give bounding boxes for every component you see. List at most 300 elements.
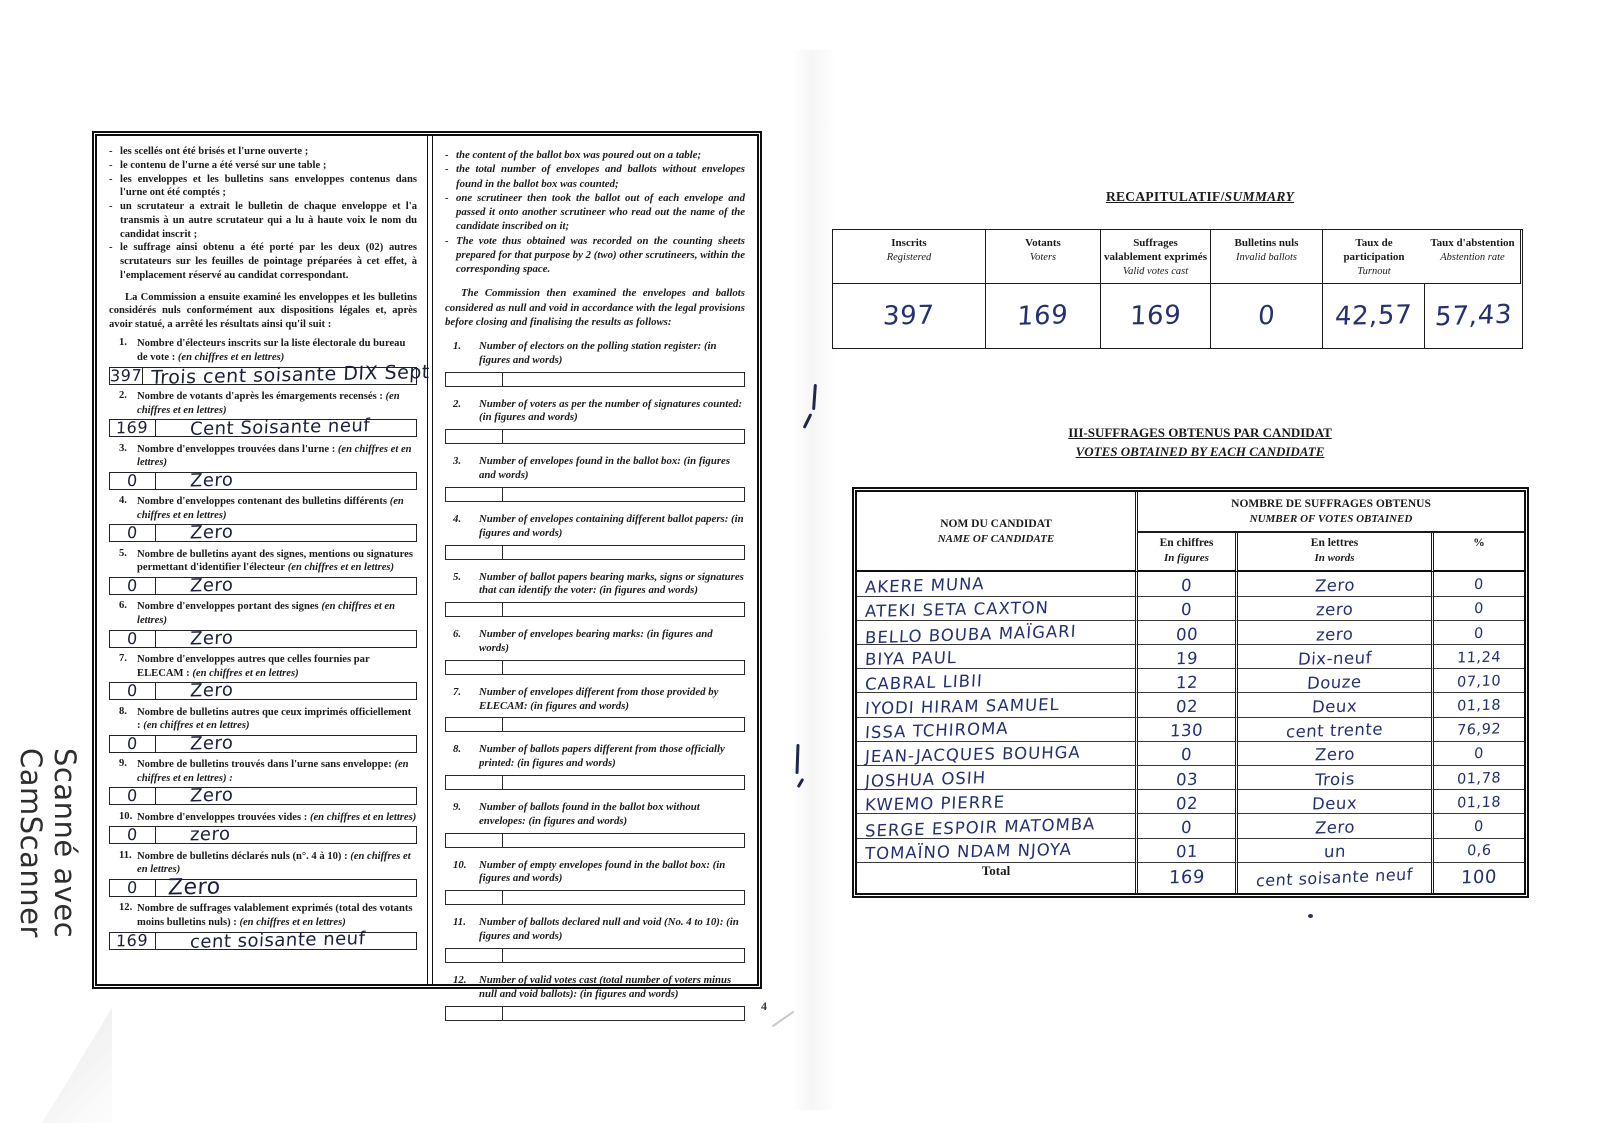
english-bullet-text: the total number of envelopes and ballots without envelopes found in the ballot box was counted; xyxy=(456,163,745,190)
handwritten-words: Zero xyxy=(167,874,222,901)
candidate-table-header xyxy=(857,492,1524,572)
handwritten-figure: 0 xyxy=(126,470,139,490)
figure-divider xyxy=(446,603,503,616)
french-bullet-list xyxy=(109,145,417,283)
votes-title-en: VOTES OBTAINED BY EACH CANDIDATE xyxy=(1075,443,1325,459)
words-cell xyxy=(156,627,416,649)
figure-cell xyxy=(109,365,143,385)
header-en: Voters xyxy=(1029,251,1057,263)
item-number: 4. xyxy=(119,495,127,507)
header-fr: Taux de participation xyxy=(1343,237,1405,263)
handwritten-figure: 0 xyxy=(126,786,139,806)
handwritten-percent: 11,24 xyxy=(1456,649,1502,667)
form-item-fr xyxy=(109,849,417,901)
handwritten-words: Zero xyxy=(1314,745,1355,765)
candidate-name-cell xyxy=(857,839,1138,863)
french-bullet xyxy=(109,173,417,201)
candidate-name-cell xyxy=(857,645,1138,669)
candidate-rows xyxy=(857,572,1524,862)
item-number: 3. xyxy=(119,442,127,454)
english-bullet xyxy=(445,234,745,277)
candidate-words-cell xyxy=(1238,693,1434,717)
handwritten-figure: 0 xyxy=(126,523,139,543)
figure-cell xyxy=(110,628,156,648)
candidate-percent-cell xyxy=(1434,572,1524,596)
handwritten-percent: 0 xyxy=(1473,746,1485,763)
french-bullet xyxy=(109,241,417,282)
candidate-name-cell xyxy=(857,790,1138,814)
handwritten-words: zero xyxy=(1315,599,1354,620)
english-items xyxy=(445,340,745,1021)
handwritten-candidate-name: AKERE MUNA xyxy=(864,574,986,598)
handwritten-figure: 130 xyxy=(1169,720,1204,741)
empty-value-box xyxy=(445,890,745,905)
figure-divider xyxy=(446,546,503,559)
candidate-row xyxy=(857,742,1524,766)
form-item-fr xyxy=(109,337,431,389)
candidate-row xyxy=(857,766,1524,790)
summary-title xyxy=(1055,189,1345,205)
form-item-fr xyxy=(109,495,417,542)
handwritten-figure: 02 xyxy=(1175,793,1198,814)
french-column xyxy=(97,136,431,984)
bullet-dash: - xyxy=(445,234,449,247)
figure-divider xyxy=(446,949,503,962)
empty-value-box xyxy=(445,602,745,617)
handwritten-value: 397 xyxy=(882,300,936,332)
handwritten-figure: 169 xyxy=(116,930,149,950)
candidate-percent-cell xyxy=(1434,597,1524,621)
handwritten-figure: 0 xyxy=(126,575,139,596)
item-label: Number of envelopes bearing marks: (in figures and words) xyxy=(479,628,713,654)
header-en: Valid votes cast xyxy=(1122,265,1189,277)
handwritten-candidate-name: CABRAL LIBII xyxy=(864,671,984,694)
figure-cell xyxy=(110,575,156,596)
form-item-fr xyxy=(109,443,417,490)
figure-divider xyxy=(446,834,503,847)
handwritten-candidate-name: ATEKI SETA CAXTON xyxy=(864,598,1050,622)
candidate-percent-cell xyxy=(1434,645,1524,669)
summary-header-cell xyxy=(986,230,1101,284)
candidate-figures-cell xyxy=(1138,718,1238,742)
scan-artifact-line xyxy=(772,1011,794,1028)
item-label: Nombre de bulletins autres que ceux imprimés officiellement : (en chiffres et en lettres) xyxy=(137,706,412,732)
handwritten-value: 169 xyxy=(1129,300,1182,332)
handwritten-words: Zero xyxy=(189,574,234,597)
header-en: Turnout xyxy=(1357,265,1391,277)
figure-divider xyxy=(446,488,503,501)
item-number: 4. xyxy=(453,512,462,525)
handwritten-percent: 0 xyxy=(1473,601,1485,618)
summary-value-cell xyxy=(1101,284,1211,348)
form-item-en xyxy=(445,398,745,445)
header-fr: Bulletins nuls xyxy=(1234,237,1299,249)
candidate-words-cell xyxy=(1238,669,1434,693)
french-bullet-text: les scellés ont été brisés et l'urne ouverte ; xyxy=(120,146,309,157)
form-item-en xyxy=(445,340,745,387)
candidate-row xyxy=(857,790,1524,814)
bullet-dash: - xyxy=(109,201,113,213)
form-item-fr xyxy=(109,548,417,595)
handwritten-words: Zero xyxy=(189,627,234,649)
item-number: 7. xyxy=(119,653,127,665)
form-item-en xyxy=(445,628,745,675)
candidate-percent-cell xyxy=(1434,669,1524,693)
value-box xyxy=(109,874,417,901)
summary-value-cell xyxy=(1211,284,1323,348)
handwritten-total-figure: 169 xyxy=(1168,866,1205,889)
words-cell xyxy=(156,927,416,953)
candidate-figures-cell xyxy=(1138,839,1238,863)
item-label: Number of electors on the polling station register: (in figures and words) xyxy=(479,340,717,366)
form-item-en xyxy=(445,513,745,560)
french-bullet-text: les enveloppes et les bulletins sans enveloppes contenus dans l'urne ont été comptés ; xyxy=(120,173,417,199)
handwritten-candidate-name: JEAN-JACQUES BOUHGA xyxy=(864,743,1082,767)
item-number: 5. xyxy=(119,547,127,559)
handwritten-figure: 0 xyxy=(1180,575,1193,596)
summary-value-cell xyxy=(1425,284,1521,348)
item-number: 10. xyxy=(453,858,467,871)
handwritten-words: Trois cent soisante DIX Sept xyxy=(150,360,431,389)
figure-divider xyxy=(446,891,503,904)
item-number: 9. xyxy=(119,758,127,770)
form-item-fr xyxy=(109,653,417,700)
candidate-percent-cell xyxy=(1434,718,1524,742)
candidate-name-cell xyxy=(857,693,1138,717)
candidate-row xyxy=(857,693,1524,717)
candidate-figures-cell xyxy=(1138,572,1238,596)
ink-dot xyxy=(1308,914,1313,918)
candidate-row xyxy=(857,597,1524,621)
item-number: 8. xyxy=(119,705,127,717)
french-bullet-text: un scrutateur a extrait le bulletin de chaque enveloppe et l'a transmis à un autre scrutateur qui a lu à haute voix le nom du candidat inscrit ; xyxy=(120,201,417,240)
item-note: (en chiffres et en lettres) xyxy=(309,811,417,823)
item-label: Nombre de bulletins ayant des signes, mentions ou signatures permettant d'identifier l'électeur (en chiffres et en lettres) xyxy=(137,548,413,574)
header-fr: Inscrits xyxy=(891,237,927,249)
value-box xyxy=(109,469,417,492)
item-number: 7. xyxy=(453,685,462,698)
form-item-en xyxy=(445,455,745,502)
votes-title-fr: III-SUFFRAGES OBTENUS PAR CANDIDAT xyxy=(1068,425,1332,440)
item-label: Number of ballots declared null and void (No. 4 to 10): (in figures and words) xyxy=(479,916,739,943)
item-label: Nombre d'enveloppes autres que celles fournies par ELECAM : (en chiffres et en lettres) xyxy=(137,654,370,679)
candidate-name-cell xyxy=(857,597,1138,621)
page-fold-shadow xyxy=(792,50,836,1110)
candidate-figures-cell xyxy=(1138,814,1238,838)
summary-header-cell xyxy=(1425,230,1521,284)
summary-value-cell xyxy=(1323,284,1425,348)
english-paragraph: The Commission then examined the envelopes and ballots considered as null and void in accordance with the legal provisions before closing and finalising the results as follows: xyxy=(445,287,745,328)
camscanner-watermark: Scanné avec CamScanner xyxy=(14,748,82,939)
form-item-fr xyxy=(109,758,417,805)
value-box xyxy=(109,521,417,544)
handwritten-figure: 0 xyxy=(126,825,139,845)
french-items xyxy=(109,337,431,953)
candidate-percent-cell xyxy=(1434,742,1524,766)
value-box xyxy=(109,360,431,389)
english-bullet xyxy=(445,148,745,162)
english-bullet-text: one scrutineer then took the ballot out of each envelope and passed it onto another scrutineer who read out the name of the candidate inscribed on it; xyxy=(456,191,745,233)
candidate-words-cell xyxy=(1238,814,1434,838)
item-label: Number of ballots found in the ballot box without envelopes: (in figures and words) xyxy=(479,801,700,827)
value-box xyxy=(109,679,417,702)
candidate-words-cell xyxy=(1238,718,1434,742)
summary-header-cell xyxy=(833,230,986,284)
handwritten-words: cent soisante neuf xyxy=(189,927,366,953)
english-column xyxy=(433,136,757,1000)
item-label: Number of empty envelopes found in the ballot box: (in figures and words) xyxy=(479,858,726,885)
value-box xyxy=(109,732,417,755)
handwritten-figure: 397 xyxy=(109,365,143,385)
handwritten-value: 57,43 xyxy=(1433,299,1513,333)
candidate-figures-cell xyxy=(1138,693,1238,717)
handwritten-percent: 0 xyxy=(1473,818,1485,836)
left-page-form xyxy=(92,131,762,1000)
figure-cell xyxy=(110,525,156,541)
candidate-words-cell xyxy=(1238,621,1434,645)
handwritten-words: Dix-neuf xyxy=(1297,647,1372,669)
handwritten-candidate-name: KWEMO PIERRE xyxy=(864,792,1006,815)
item-number: 6. xyxy=(119,600,127,612)
candidate-name-cell xyxy=(857,718,1138,742)
handwritten-figure: 02 xyxy=(1175,696,1198,717)
candidate-percent-cell xyxy=(1434,814,1524,838)
handwritten-candidate-name: TOMAÏNO NDAM NJOYA xyxy=(864,840,1073,864)
words-cell xyxy=(156,415,416,441)
candidate-name-cell xyxy=(857,814,1138,841)
handwritten-percent: 0,6 xyxy=(1466,842,1492,860)
candidate-figures-cell xyxy=(1138,790,1238,814)
figure-cell xyxy=(110,470,156,490)
empty-value-box xyxy=(445,429,745,444)
handwritten-candidate-name: IYODI HIRAM SAMUEL xyxy=(864,695,1061,719)
candidate-name-cell xyxy=(857,572,1138,596)
bullet-dash: - xyxy=(109,173,113,185)
handwritten-figure: 0 xyxy=(126,628,139,648)
item-note: (en chiffres et en lettres) xyxy=(137,850,411,876)
form-item-fr xyxy=(109,811,417,845)
handwritten-value: 169 xyxy=(1016,299,1070,332)
french-paragraph: La Commission a ensuite examiné les enveloppes et les bulletins considérés nuls conformément aux dispositions légales et, après avoir statué, a arrêté les résultats ainsi qu'il suit : xyxy=(109,291,417,331)
english-bullet-text: The vote thus obtained was recorded on the counting sheets prepared for that purpose by 2 (two) other scrutineers, within the corresponding space. xyxy=(456,234,745,275)
bullet-dash: - xyxy=(445,163,449,176)
handwritten-words: cent trente xyxy=(1285,719,1384,742)
header-en: Invalid ballots xyxy=(1236,251,1297,263)
handwritten-words: Deux xyxy=(1311,793,1358,814)
value-box xyxy=(109,627,417,649)
candidate-words-cell xyxy=(1238,572,1434,596)
item-number: 2. xyxy=(119,390,127,402)
candidate-figures-cell xyxy=(1138,597,1238,621)
handwritten-percent: 07,10 xyxy=(1456,673,1502,691)
form-item-en xyxy=(445,974,745,1021)
item-number: 11. xyxy=(119,849,132,861)
item-label: Nombre d'enveloppes trouvées vides : (en chiffres et en lettres) xyxy=(137,811,417,823)
handwritten-percent: 01,18 xyxy=(1456,794,1502,812)
item-label: Number of envelopes containing different ballot papers: (in figures and words) xyxy=(479,512,744,539)
words-cell xyxy=(156,521,416,544)
empty-value-box xyxy=(445,660,745,675)
handwritten-words: Deux xyxy=(1311,696,1358,717)
figure-divider xyxy=(446,776,503,789)
item-number: 11. xyxy=(453,916,466,929)
figure-cell xyxy=(110,680,156,701)
words-cell xyxy=(156,679,416,702)
words-cell xyxy=(156,469,416,492)
candidate-words-cell xyxy=(1238,742,1434,766)
summary-header-cell xyxy=(1211,230,1323,284)
figure-cell xyxy=(110,877,156,898)
percent-subheader: % xyxy=(1434,533,1524,572)
item-note: (en chiffres et en lettres) xyxy=(137,391,400,416)
value-box xyxy=(109,574,417,597)
words-cell xyxy=(156,874,416,901)
candidate-row xyxy=(857,669,1524,693)
handwritten-candidate-name: SERGE ESPOIR MATOMBA xyxy=(864,814,1096,841)
candidate-name-cell xyxy=(857,766,1138,790)
item-number: 5. xyxy=(453,570,462,583)
figure-cell xyxy=(110,417,156,438)
form-item-en xyxy=(445,686,745,733)
empty-value-box xyxy=(445,833,745,848)
handwritten-figure: 12 xyxy=(1175,672,1199,693)
candidate-figures-cell xyxy=(1138,645,1238,669)
item-label: Nombre d'enveloppes trouvées dans l'urne : (en chiffres et en lettres) xyxy=(137,443,412,469)
candidate-name-cell xyxy=(857,669,1138,693)
item-label: Number of ballots papers different from those officially printed: (in figures and words) xyxy=(479,743,725,770)
figure-divider xyxy=(446,661,503,674)
words-cell xyxy=(156,784,416,807)
item-note: (en chiffres et en lettres) xyxy=(143,720,250,732)
form-item-fr xyxy=(109,706,417,753)
form-item-fr xyxy=(109,902,417,953)
figure-divider xyxy=(446,430,503,443)
summary-header-cell xyxy=(1101,230,1211,284)
handwritten-words: Zero xyxy=(189,679,234,702)
handwritten-words: Zero xyxy=(1314,817,1356,838)
item-label: Nombre d'électeurs inscrits sur la liste électorale du bureau de vote : (en chiffres et en lettres) xyxy=(137,338,406,363)
name-header-cell: NOM DU CANDIDAT NAME OF CANDIDATE xyxy=(857,492,1138,572)
candidate-words-cell xyxy=(1238,645,1434,669)
handwritten-words: Zero xyxy=(189,732,234,755)
item-label: Number of envelopes different from those provided by ELECAM: (in figures and words) xyxy=(479,685,719,712)
item-number: 1. xyxy=(119,337,127,349)
english-bullet-list xyxy=(445,148,745,276)
candidate-words-cell xyxy=(1238,597,1434,621)
words-subheader: En lettres In words xyxy=(1238,533,1434,572)
bullet-dash: - xyxy=(109,242,113,254)
item-label: Nombre de bulletins trouvés dans l'urne sans enveloppe: (en chiffres et en lettres) : xyxy=(137,759,409,784)
candidate-row xyxy=(857,839,1524,863)
handwritten-percent: 76,92 xyxy=(1456,721,1502,739)
handwritten-figure: 0 xyxy=(1180,817,1193,838)
candidate-name-cell xyxy=(857,621,1138,645)
handwritten-figure: 0 xyxy=(126,733,139,753)
candidate-row xyxy=(857,621,1524,645)
total-percent-cell xyxy=(1434,863,1524,893)
item-label: Number of envelopes found in the ballot box: (in figures and words) xyxy=(479,455,731,482)
item-note: (en chiffres et en lettres) xyxy=(239,916,346,928)
item-number: 9. xyxy=(453,801,462,813)
candidate-figures-cell xyxy=(1138,766,1238,790)
handwritten-figure: 0 xyxy=(1180,600,1193,620)
summary-title-en: SUMMARY xyxy=(1224,189,1295,204)
summary-table xyxy=(832,229,1523,349)
words-cell xyxy=(156,823,416,846)
handwritten-words: Zero xyxy=(1314,575,1356,596)
item-number: 12. xyxy=(453,973,467,986)
candidate-words-cell xyxy=(1238,766,1434,790)
summary-header-cell xyxy=(1323,230,1425,284)
candidate-percent-cell xyxy=(1434,766,1524,790)
item-label: Nombre d'enveloppes contenant des bulletins différents (en chiffres et en lettres) xyxy=(137,496,404,521)
handwritten-figure: 0 xyxy=(1180,745,1193,765)
figure-cell xyxy=(110,930,156,950)
handwritten-percent: 0 xyxy=(1473,576,1485,594)
header-en: Registered xyxy=(886,251,932,263)
header-fr: Votants xyxy=(1025,237,1061,249)
item-number: 12. xyxy=(119,902,133,914)
figure-cell xyxy=(110,788,156,804)
form-item-fr xyxy=(109,390,417,441)
item-note: (en chiffres et en lettres) xyxy=(137,601,395,626)
value-box xyxy=(109,784,417,807)
empty-value-box xyxy=(445,372,745,387)
total-row xyxy=(857,863,1524,893)
bullet-dash: - xyxy=(445,191,449,204)
bullet-dash: - xyxy=(109,159,113,171)
english-bullet-text: the content of the ballot box was poured out on a table; xyxy=(456,149,702,161)
handwritten-percent: 01,78 xyxy=(1456,769,1502,788)
form-item-en xyxy=(445,916,745,963)
handwritten-figure: 0 xyxy=(126,877,139,898)
english-bullet xyxy=(445,191,745,234)
handwritten-percent: 01,18 xyxy=(1456,697,1502,715)
value-box xyxy=(109,823,417,846)
item-number: 3. xyxy=(453,455,462,468)
candidate-percent-cell xyxy=(1434,621,1524,645)
empty-value-box xyxy=(445,717,745,732)
candidate-percent-cell xyxy=(1434,790,1524,814)
handwritten-words: Trois xyxy=(1314,769,1355,790)
handwritten-figure: 169 xyxy=(116,417,149,438)
item-label: Number of voters as per the number of signatures counted: (in figures and words) xyxy=(479,397,743,424)
handwritten-words: Zero xyxy=(189,521,234,544)
item-number: 6. xyxy=(453,628,462,641)
handwritten-figure: 00 xyxy=(1175,624,1199,644)
figure-divider xyxy=(446,1007,503,1020)
header-en: Abstention rate xyxy=(1440,251,1505,263)
empty-value-box xyxy=(445,1006,745,1021)
item-number: 10. xyxy=(119,810,133,822)
figure-divider xyxy=(446,718,503,731)
figures-subheader: En chiffres In figures xyxy=(1138,533,1238,572)
handwritten-total-percent: 100 xyxy=(1460,866,1498,889)
empty-value-box xyxy=(445,948,745,963)
figure-cell xyxy=(110,733,156,753)
handwritten-words: zero xyxy=(189,823,232,846)
header-fr: Taux d'abstention xyxy=(1430,237,1515,249)
handwritten-words: Cent Soisante neuf xyxy=(189,415,371,441)
bullet-dash: - xyxy=(109,146,113,157)
candidate-row xyxy=(857,572,1524,596)
candidate-votes-table xyxy=(852,487,1529,898)
bullet-dash: - xyxy=(445,149,449,161)
votes-header-cell: NOMBRE DE SUFFRAGES OBTENUS NUMBER OF VOTES OBTAINED xyxy=(1138,492,1524,533)
french-bullet xyxy=(109,145,417,159)
french-bullet xyxy=(109,200,417,241)
handwritten-percent: 0 xyxy=(1473,625,1485,642)
